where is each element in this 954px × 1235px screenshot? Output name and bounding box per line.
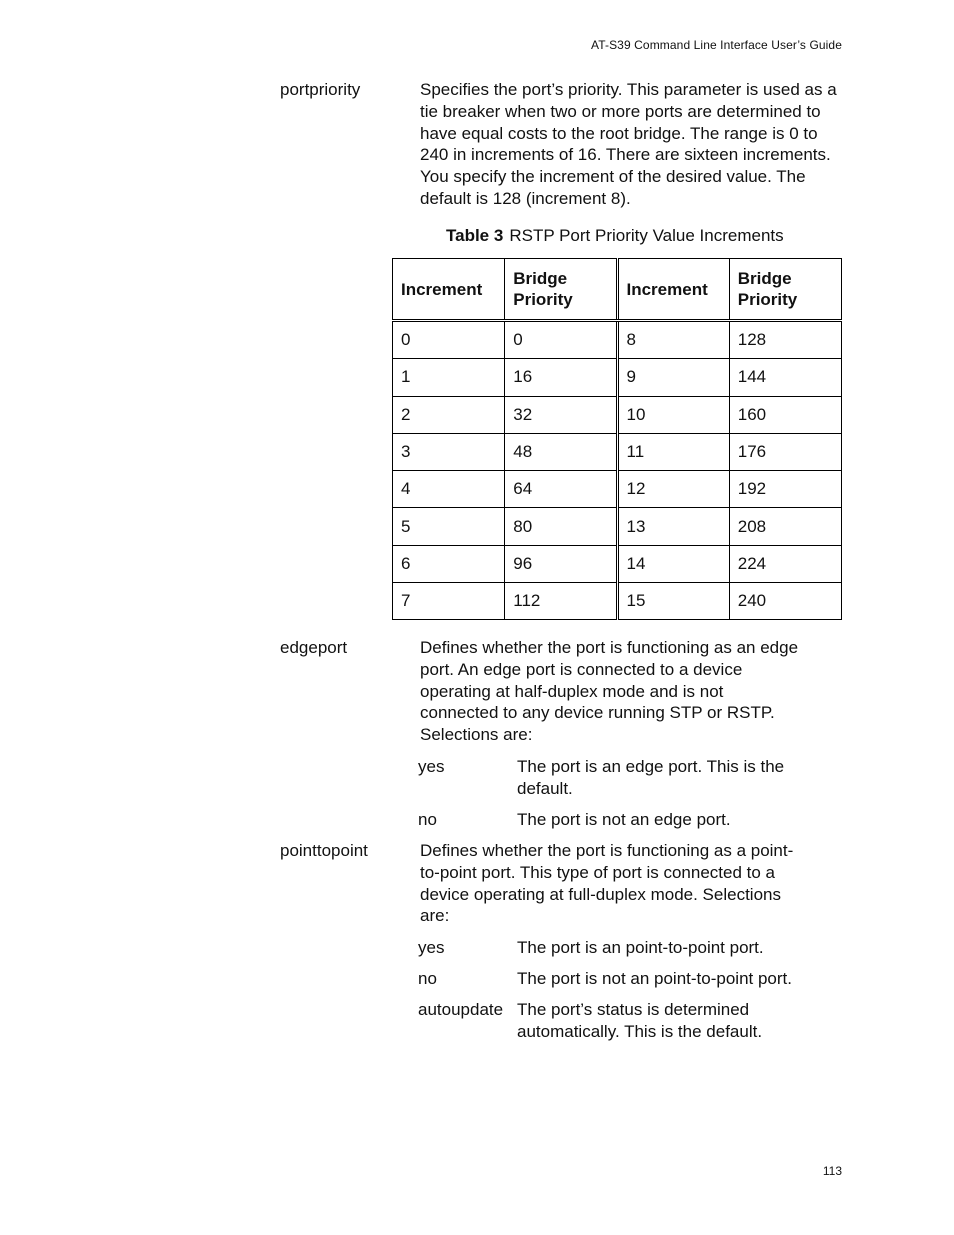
description-line: default. [517,778,573,798]
param-edgeport-term: edgeport [280,638,348,657]
table-row [393,396,842,433]
description-line: You specify the increment of the desired value. The [420,167,806,187]
table-cell: 2 [393,396,505,433]
table-cell: 10 [617,396,729,433]
param-pointtopoint-description [420,840,850,927]
table-cell: 80 [505,508,617,545]
rstp-priority-table [392,258,842,620]
description-line: automatically. This is the default. [517,1021,763,1041]
table-cell: 3 [393,433,505,470]
table-row [393,471,842,508]
pointtopoint-option-no: no [418,969,437,988]
param-portpriority-term: portpriority [280,80,361,99]
table-cell: 9 [617,359,729,396]
column-header: Increment [393,259,505,321]
description-line: The port is not an point-to-point port. [517,969,792,988]
table-cell: 0 [393,321,505,359]
description-line: Defines whether the port is functioning as a point- [420,841,794,860]
description-line: connected to any device running STP or RSTP. [420,703,775,723]
table-cell: 13 [617,508,729,545]
table-cell: 1 [393,359,505,396]
table-cell: 6 [393,545,505,582]
description-line: default is 128 (increment 8). [420,188,631,208]
column-header: Bridge Priority [505,259,617,321]
table-cell: 11 [617,433,729,470]
table-cell: 8 [617,321,729,359]
param-pointtopoint-term: pointtopoint [280,841,368,860]
table-cell: 208 [729,508,841,545]
table-cell: 224 [729,545,841,582]
description-line: The port is an edge port. This is the [517,757,785,776]
page-number: 113 [822,1164,842,1178]
table-cell: 0 [505,321,617,359]
table-cell: 144 [729,359,841,396]
table-cell: 176 [729,433,841,470]
edgeport-option-yes-description [517,756,837,800]
table-cell: 240 [729,583,841,620]
table-row [393,545,842,582]
description-line: Selections are: [420,725,533,745]
table-caption-title: RSTP Port Priority Value Increments [509,226,784,245]
description-line: tie breaker when two or more ports are determined to [420,101,821,121]
table-cell: 192 [729,471,841,508]
table-cell: 15 [617,583,729,620]
table-cell: 64 [505,471,617,508]
column-header: Bridge Priority [729,259,841,321]
table-cell: 112 [505,583,617,620]
description-line: port. An edge port is connected to a device [420,659,743,679]
table-cell: 12 [617,471,729,508]
table-caption [446,226,784,246]
table-caption-label: Table 3 [446,226,504,245]
edgeport-option-yes: yes [418,757,445,776]
description-line: 240 in increments of 16. There are sixteen increments. [420,145,831,165]
table-cell: 32 [505,396,617,433]
edgeport-option-no: no [418,810,437,829]
param-edgeport-description [420,637,850,746]
table-cell: 160 [729,396,841,433]
description-line: The port is not an edge port. [517,810,731,829]
description-line: Defines whether the port is functioning as an edge [420,638,799,657]
table-row [393,583,842,620]
pointtopoint-option-yes-description [517,937,837,959]
table-row [393,321,842,359]
pointtopoint-option-no-description [517,968,837,990]
description-line: have equal costs to the root bridge. The range is 0 to [420,123,818,143]
description-line: Specifies the port’s priority. This parameter is used as a [420,80,837,99]
pointtopoint-option-autoupdate-description [517,999,837,1043]
description-line: to-point port. This type of port is connected to a [420,862,775,882]
running-header: AT-S39 Command Line Interface User’s Guide [591,38,842,52]
table-cell: 16 [505,359,617,396]
column-header: Increment [617,259,729,321]
table-cell: 48 [505,433,617,470]
description-line: The port’s status is determined [517,1000,750,1019]
edgeport-option-no-description [517,809,837,831]
description-line: device operating at full-duplex mode. Selections [420,884,781,904]
param-portpriority-description [420,79,850,210]
table-row [393,359,842,396]
table-cell: 96 [505,545,617,582]
pointtopoint-option-autoupdate: autoupdate [418,1000,504,1019]
pointtopoint-option-yes: yes [418,938,445,957]
table-row [393,433,842,470]
description-line: are: [420,906,450,926]
table-row [393,508,842,545]
table-cell: 128 [729,321,841,359]
description-line: operating at half-duplex mode and is not [420,681,724,701]
table-header-row [393,259,842,321]
table-cell: 7 [393,583,505,620]
table-cell: 14 [617,545,729,582]
description-line: The port is an point-to-point port. [517,938,764,957]
table-cell: 5 [393,508,505,545]
table-cell: 4 [393,471,505,508]
